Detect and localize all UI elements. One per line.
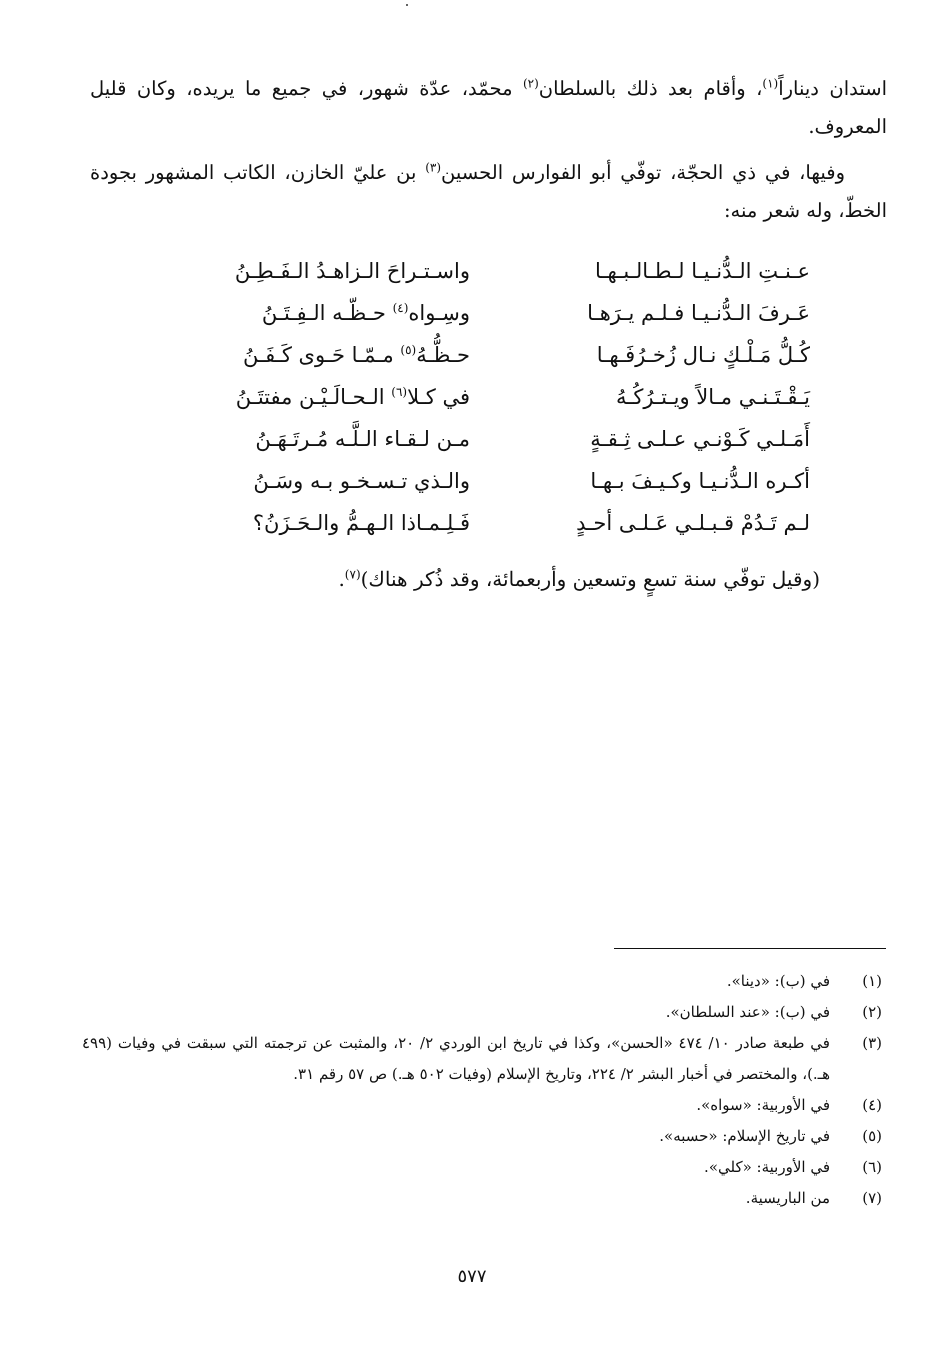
footnote-number: (٤) [862,1096,882,1114]
footnote-5 [82,1121,882,1152]
verse-2-second-b: حـظّـه الـفِـتَـنُ [261,301,393,325]
paragraph-1 [90,70,887,146]
paragraph-1-text-a: استدان ديناراً [778,77,888,100]
footnote-number: (٦) [862,1158,882,1176]
verse-3-first-hemistich: كُـلُّ مَـلْـكٍ نـال زُخـرُفَـهـا [596,343,810,367]
footnotes [82,966,882,1214]
footnote-number: (٢) [862,1003,882,1021]
verse-1 [150,250,810,292]
footnote-3 [82,1028,882,1090]
speck [406,4,408,6]
footnote-ref-5: (٥) [400,343,417,357]
verse-2-second-a: وسِـواه [408,301,470,325]
verse-4-second-a: في كـلا [407,385,470,409]
paragraph-2-text-b: بن عليّ الخازن، الكاتب المشهور بجودة الخطّ، وله شعر منه: [90,161,887,222]
verse-5-second-hemistich: مـن لـقـاء الـلَّـه مُـرتَـهَـنُ [255,427,470,451]
footnote-ref-1: (١) [762,76,779,91]
page-number: ٥٧٧ [457,1266,487,1287]
footnote-number: (٣) [862,1034,882,1052]
verse-1-second-hemistich: واسـتـراحَ الـزاهـدُ الـفَـطِـنُ [234,259,470,283]
closing-end: . [338,567,345,591]
verse-5 [150,418,810,460]
verse-4-second-b: الـحـالَـيْـن مفتتَـنُ [235,385,392,409]
paragraph-1-text-c: محمّد، عدّة شهور، في جميع ما يريده، وكان قليل المعروف. [90,77,887,138]
footnote-separator [614,948,886,949]
paragraph-2 [90,154,887,230]
footnote-ref-4: (٤) [392,301,409,315]
footnote-text: في الأوربية: «سواه». [696,1096,830,1114]
footnote-number: (١) [862,972,882,990]
verse-4 [150,376,810,418]
verse-3-second-b: مـمّـا حَـوى كَـفَـنُ [242,343,401,367]
paragraph-2-text-a: وفيها، في ذي الحجّة، توفّي أبو الفوارس الحسين [441,161,845,184]
verse-4-first-hemistich: يَـقْـتَـنـي مـالاً ويـتـرُكُـهُ [615,385,810,409]
footnote-7 [82,1183,882,1214]
verse-6-second-hemistich: والـذي تـسـخـو بـه وسَـنُ [253,469,470,493]
footnote-number: (٥) [862,1127,882,1145]
footnote-ref-7: (٧) [344,567,361,582]
closing-text: (وقيل توفّي سنة تسعٍ وتسعين وأربعمائة، وقد ذُكر هناك) [360,567,820,591]
verse-3-second-a: حـظُّـهُ [416,343,470,367]
footnote-ref-2: (٢) [522,76,539,91]
verse-1-first-hemistich: عـنـتِ الـدُّنـيـا لـطـالـبـهـا [594,259,810,283]
verse-7-second-hemistich: فَـلِـمـاذا الـهـمُّ والـحَـزَنُ؟ [252,511,470,535]
footnote-text: في (ب): «عند السلطان». [665,1003,830,1021]
footnote-text: في طبعة صادر ١٠/ ٤٧٤ «الحسن»، وكذا في تاريخ ابن الوردي ٢/ ٢٠، والمثبت عن ترجمته التي سبقت في وفيات (٤٩٩ هـ.)، والمختصر في أخبار البشر ٢/ ٢٢٤، وتاريخ الإسلام (وفيات ٥٠٢ هـ.) ص ٥٧ رقم ٣١. [82,1034,830,1083]
footnote-6 [82,1152,882,1183]
verse-7 [150,502,810,544]
footnote-text: من الباريسية. [745,1189,830,1207]
verse-5-first-hemistich: أَمَـلـي كَـوْنـي عـلـى ثِـقـةٍ [590,427,810,451]
footnote-1 [82,966,882,997]
footnote-text: في تاريخ الإسلام: «حسبه». [659,1127,830,1145]
footnote-ref-6: (٦) [391,385,408,399]
verse-2-first-hemistich: عَـرفَ الـدُّنـيـا فـلـم يـرَهـا [587,301,810,325]
footnote-text: في (ب): «دينا». [726,972,830,990]
main-text [90,70,887,238]
verse-2-second-hemistich [262,292,470,334]
footnote-text: في الأوربية: «كلي». [704,1158,830,1176]
verse-6-first-hemistich: أكـره الـدُّنـيـا وكـيـفَ بـهـا [590,469,810,493]
footnote-number: (٧) [862,1189,882,1207]
verse-6 [150,460,810,502]
footnote-2 [82,997,882,1028]
paragraph-1-text-b: ، وأقام بعد ذلك بالسلطان [538,77,763,100]
verse-3-second-hemistich [243,334,470,376]
verse-7-first-hemistich: لـم تَـدُمْ قـبـلـي عَـلـى أحـدٍ [576,511,810,535]
verse-3 [150,334,810,376]
verse-2 [150,292,810,334]
closing-note [150,560,820,598]
poem [150,250,810,544]
verse-4-second-hemistich [236,376,470,418]
footnote-ref-3: (٣) [425,160,442,175]
footnote-4 [82,1090,882,1121]
